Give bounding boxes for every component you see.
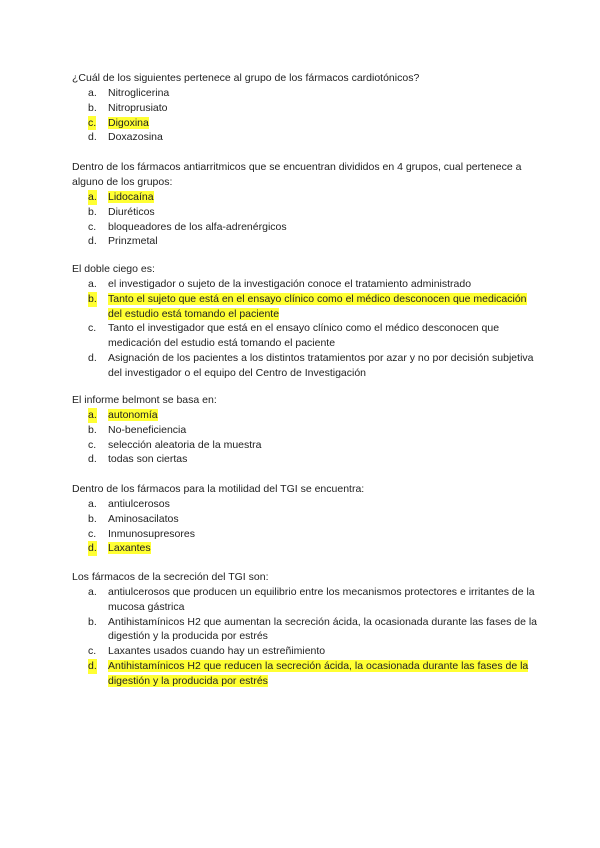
option-text: bloqueadores de los alfa-adrenérgicos xyxy=(108,220,287,233)
option-b xyxy=(72,512,542,527)
question-stem: Los fármacos de la secreción del TGI son: xyxy=(72,571,269,583)
option-text: selección aleatoria de la muestra xyxy=(108,438,262,451)
option-list xyxy=(72,190,542,249)
question-stem: ¿Cuál de los siguientes pertenece al grupo de los fármacos cardiotónicos? xyxy=(72,72,420,84)
option-text: No-beneficiencia xyxy=(108,423,187,436)
option-a xyxy=(72,190,542,205)
option-text: Antihistamínicos H2 que aumentan la secreción ácida, la ocasionada durante las fases de la digestión y la producida por estrés xyxy=(108,615,538,643)
option-d xyxy=(72,452,542,467)
option-letter: c. xyxy=(88,116,97,129)
option-d xyxy=(72,234,542,249)
option-list xyxy=(72,277,542,381)
option-text: todas son ciertas xyxy=(108,453,188,466)
option-letter: d. xyxy=(88,659,97,672)
option-b xyxy=(72,101,542,116)
option-text: Aminosacilatos xyxy=(108,512,179,525)
option-text: Asignación de los pacientes a los distintos tratamientos por azar y no por decisión subjetiva del investigador o el equipo del Centro de Investigación xyxy=(108,351,534,379)
option-letter: a. xyxy=(88,498,97,510)
option-text: Laxantes xyxy=(108,542,151,555)
option-d xyxy=(72,130,542,145)
option-letter: a. xyxy=(88,191,97,203)
option-a xyxy=(72,86,542,101)
option-d xyxy=(72,659,542,689)
option-text: Inmunosupresores xyxy=(108,527,195,540)
option-text: antiulcerosos xyxy=(108,498,170,510)
option-c xyxy=(72,321,542,351)
question-stem: El informe belmont se basa en: xyxy=(72,394,217,406)
option-a xyxy=(72,277,542,292)
option-text: el investigador o sujeto de la investigación conoce el tratamiento administrado xyxy=(108,278,472,290)
option-letter: d. xyxy=(88,235,97,248)
option-a xyxy=(72,497,542,512)
option-text: Digoxina xyxy=(108,116,149,129)
option-letter: c. xyxy=(88,645,97,658)
option-list xyxy=(72,585,542,689)
option-text: autonomía xyxy=(108,409,158,421)
option-text: Nitroprusiato xyxy=(108,101,168,114)
option-letter: b. xyxy=(88,101,97,114)
option-a xyxy=(72,585,542,615)
option-b xyxy=(72,205,542,220)
option-c xyxy=(72,116,542,131)
question-5 xyxy=(72,482,542,556)
question-stem: Dentro de los fármacos antiarritmicos que se encuentran divididos en 4 grupos, cual pertenece a alguno de los grupos: xyxy=(72,161,522,188)
option-letter: c. xyxy=(88,438,97,451)
option-b xyxy=(72,292,542,322)
option-text: Diuréticos xyxy=(108,205,155,218)
option-letter: d. xyxy=(88,542,97,555)
option-letter: b. xyxy=(88,615,97,628)
question-4 xyxy=(72,393,542,467)
option-letter: d. xyxy=(88,131,97,144)
question-1 xyxy=(72,71,542,145)
option-text: Prinzmetal xyxy=(108,235,158,248)
option-text: Doxazosina xyxy=(108,131,163,144)
option-list xyxy=(72,86,542,145)
question-2 xyxy=(72,160,542,249)
option-text: Antihistamínicos H2 que reducen la secreción ácida, la ocasionada durante las fases de la digestión y la producida por estrés xyxy=(108,659,529,687)
option-letter: d. xyxy=(88,453,97,466)
option-letter: c. xyxy=(88,220,97,233)
option-b xyxy=(72,615,542,645)
option-letter: a. xyxy=(88,586,97,598)
option-letter: a. xyxy=(88,278,97,290)
option-a xyxy=(72,408,542,423)
option-text: Laxantes usados cuando hay un estreñimiento xyxy=(108,645,326,658)
option-c xyxy=(72,527,542,542)
question-stem: Dentro de los fármacos para la motilidad del TGI se encuentra: xyxy=(72,483,365,495)
option-letter: a. xyxy=(88,87,97,99)
option-letter: c. xyxy=(88,322,97,335)
option-letter: d. xyxy=(88,351,97,364)
option-c xyxy=(72,220,542,235)
option-text: Tanto el sujeto que está en el ensayo clínico como el médico desconocen que medicación del estudio está tomando el paciente xyxy=(108,292,527,320)
option-list xyxy=(72,408,542,467)
option-b xyxy=(72,423,542,438)
option-c xyxy=(72,438,542,453)
option-text: Nitroglicerina xyxy=(108,87,170,99)
option-list xyxy=(72,497,542,556)
option-letter: a. xyxy=(88,409,97,421)
question-6 xyxy=(72,570,542,689)
option-text: Lidocaína xyxy=(108,191,154,203)
option-letter: b. xyxy=(88,292,97,305)
option-letter: b. xyxy=(88,423,97,436)
option-text: antiulcerosos que producen un equilibrio entre los mecanismos protectores e irritantes de la mucosa gástrica xyxy=(108,586,535,613)
option-d xyxy=(72,541,542,556)
option-text: Tanto el investigador que está en el ensayo clínico como el médico desconocen que medicación del estudio está tomando el paciente xyxy=(108,322,500,350)
question-stem: El doble ciego es: xyxy=(72,263,155,275)
option-d xyxy=(72,351,542,381)
option-c xyxy=(72,644,542,659)
option-letter: b. xyxy=(88,205,97,218)
question-3 xyxy=(72,262,542,381)
option-letter: b. xyxy=(88,512,97,525)
option-letter: c. xyxy=(88,527,97,540)
